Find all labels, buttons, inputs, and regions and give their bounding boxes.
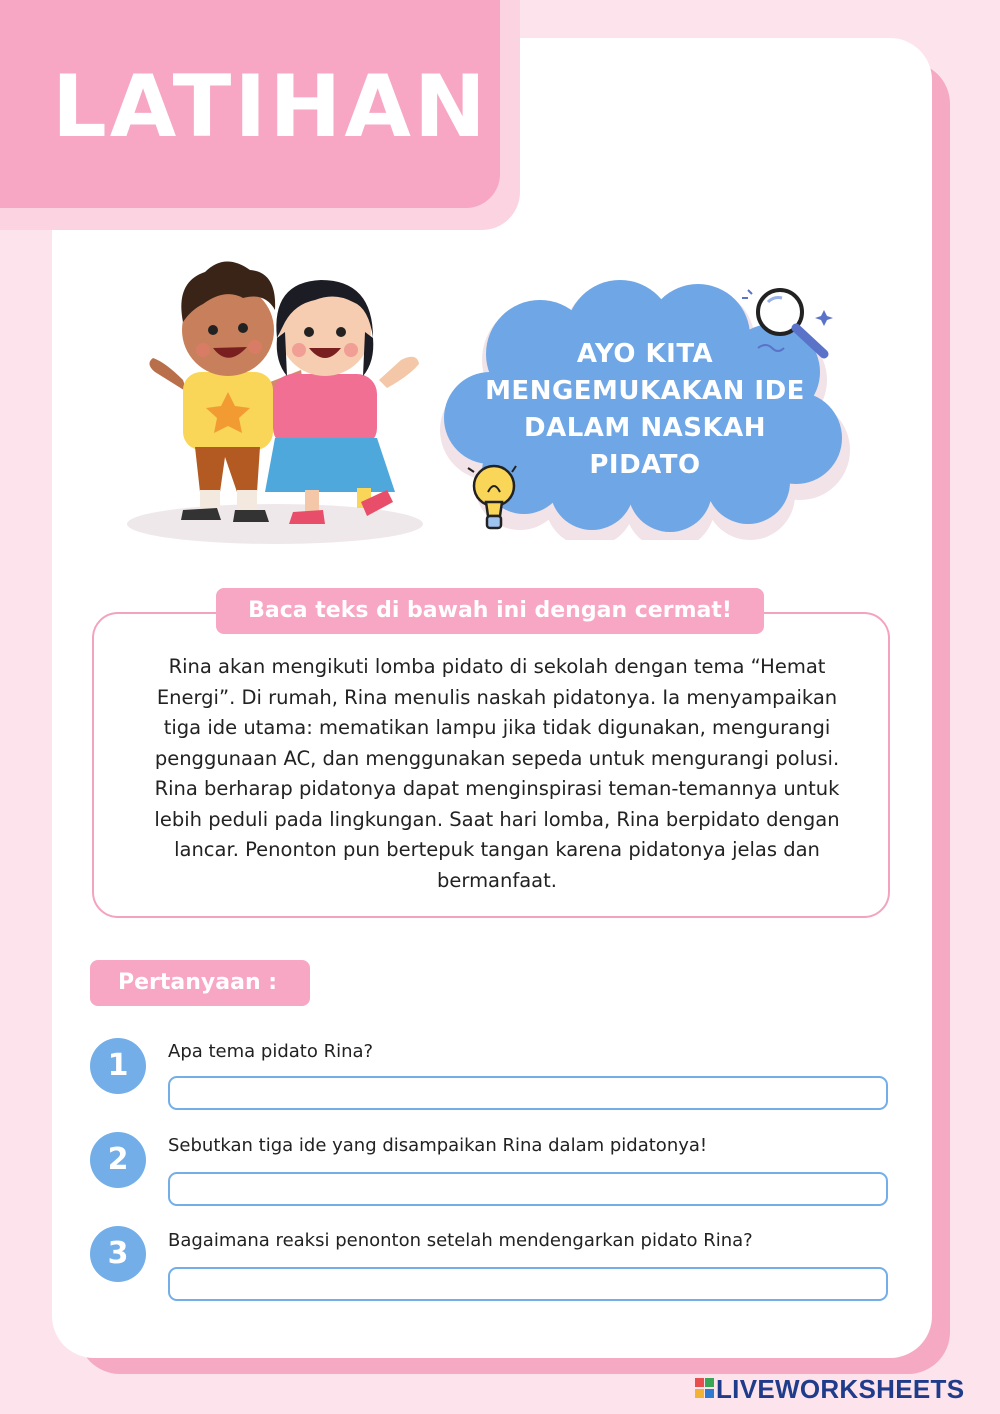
- passage-line: penggunaan AC, dan menggunakan sepeda untuk mengurangi polusi.: [154, 746, 840, 770]
- page-title: LATIHAN: [52, 57, 489, 157]
- reading-passage: [108, 652, 886, 896]
- banner-line: PIDATO: [589, 450, 701, 480]
- answer-input-1[interactable]: [168, 1076, 888, 1110]
- answer-input-3[interactable]: [168, 1267, 888, 1301]
- liveworksheets-logo[interactable]: [694, 1374, 994, 1404]
- passage-line: lebih peduli pada lingkungan. Saat hari lomba, Rina berpidato dengan: [154, 807, 840, 831]
- banner-line: AYO KITA: [576, 339, 714, 369]
- question-number-1: 1: [90, 1038, 146, 1094]
- answer-input-2[interactable]: [168, 1172, 888, 1206]
- liveworksheets-logo-icon: [694, 1376, 716, 1402]
- lightbulb-icon: [462, 458, 522, 538]
- banner-line: DALAM NASKAH: [524, 413, 766, 443]
- brand-name: LIVEWORKSHEETS: [716, 1374, 965, 1404]
- kids-illustration: [125, 252, 425, 552]
- magnifier-icon: [738, 280, 838, 370]
- question-text-1: Apa tema pidato Rina?: [168, 1041, 374, 1062]
- passage-line: Rina akan mengikuti lomba pidato di sekolah dengan tema “Hemat: [168, 655, 826, 678]
- passage-line: tiga ide utama: mematikan lampu jika tidak digunakan, mengurangi: [163, 716, 831, 739]
- passage-line: Energi”. Di rumah, Rina menulis naskah pidatonya. Ia menyampaikan: [156, 685, 838, 709]
- question-text-3: Bagaimana reaksi penonton setelah mendengarkan pidato Rina?: [168, 1230, 753, 1251]
- passage-line: bermanfaat.: [437, 868, 557, 892]
- question-number-3: 3: [90, 1226, 146, 1282]
- passage-line: Rina berharap pidatonya dapat menginspirasi teman-temannya untuk: [154, 777, 840, 800]
- questions-heading: Pertanyaan :: [90, 960, 310, 1006]
- passage-line: lancar. Penonton pun bertepuk tangan karena pidatonya jelas dan: [174, 838, 820, 861]
- reading-instruction: Baca teks di bawah ini dengan cermat!: [216, 588, 764, 634]
- banner-line: MENGEMUKAKAN IDE: [485, 376, 805, 406]
- question-text-2: Sebutkan tiga ide yang disampaikan Rina dalam pidatonya!: [168, 1135, 708, 1156]
- question-number-2: 2: [90, 1132, 146, 1188]
